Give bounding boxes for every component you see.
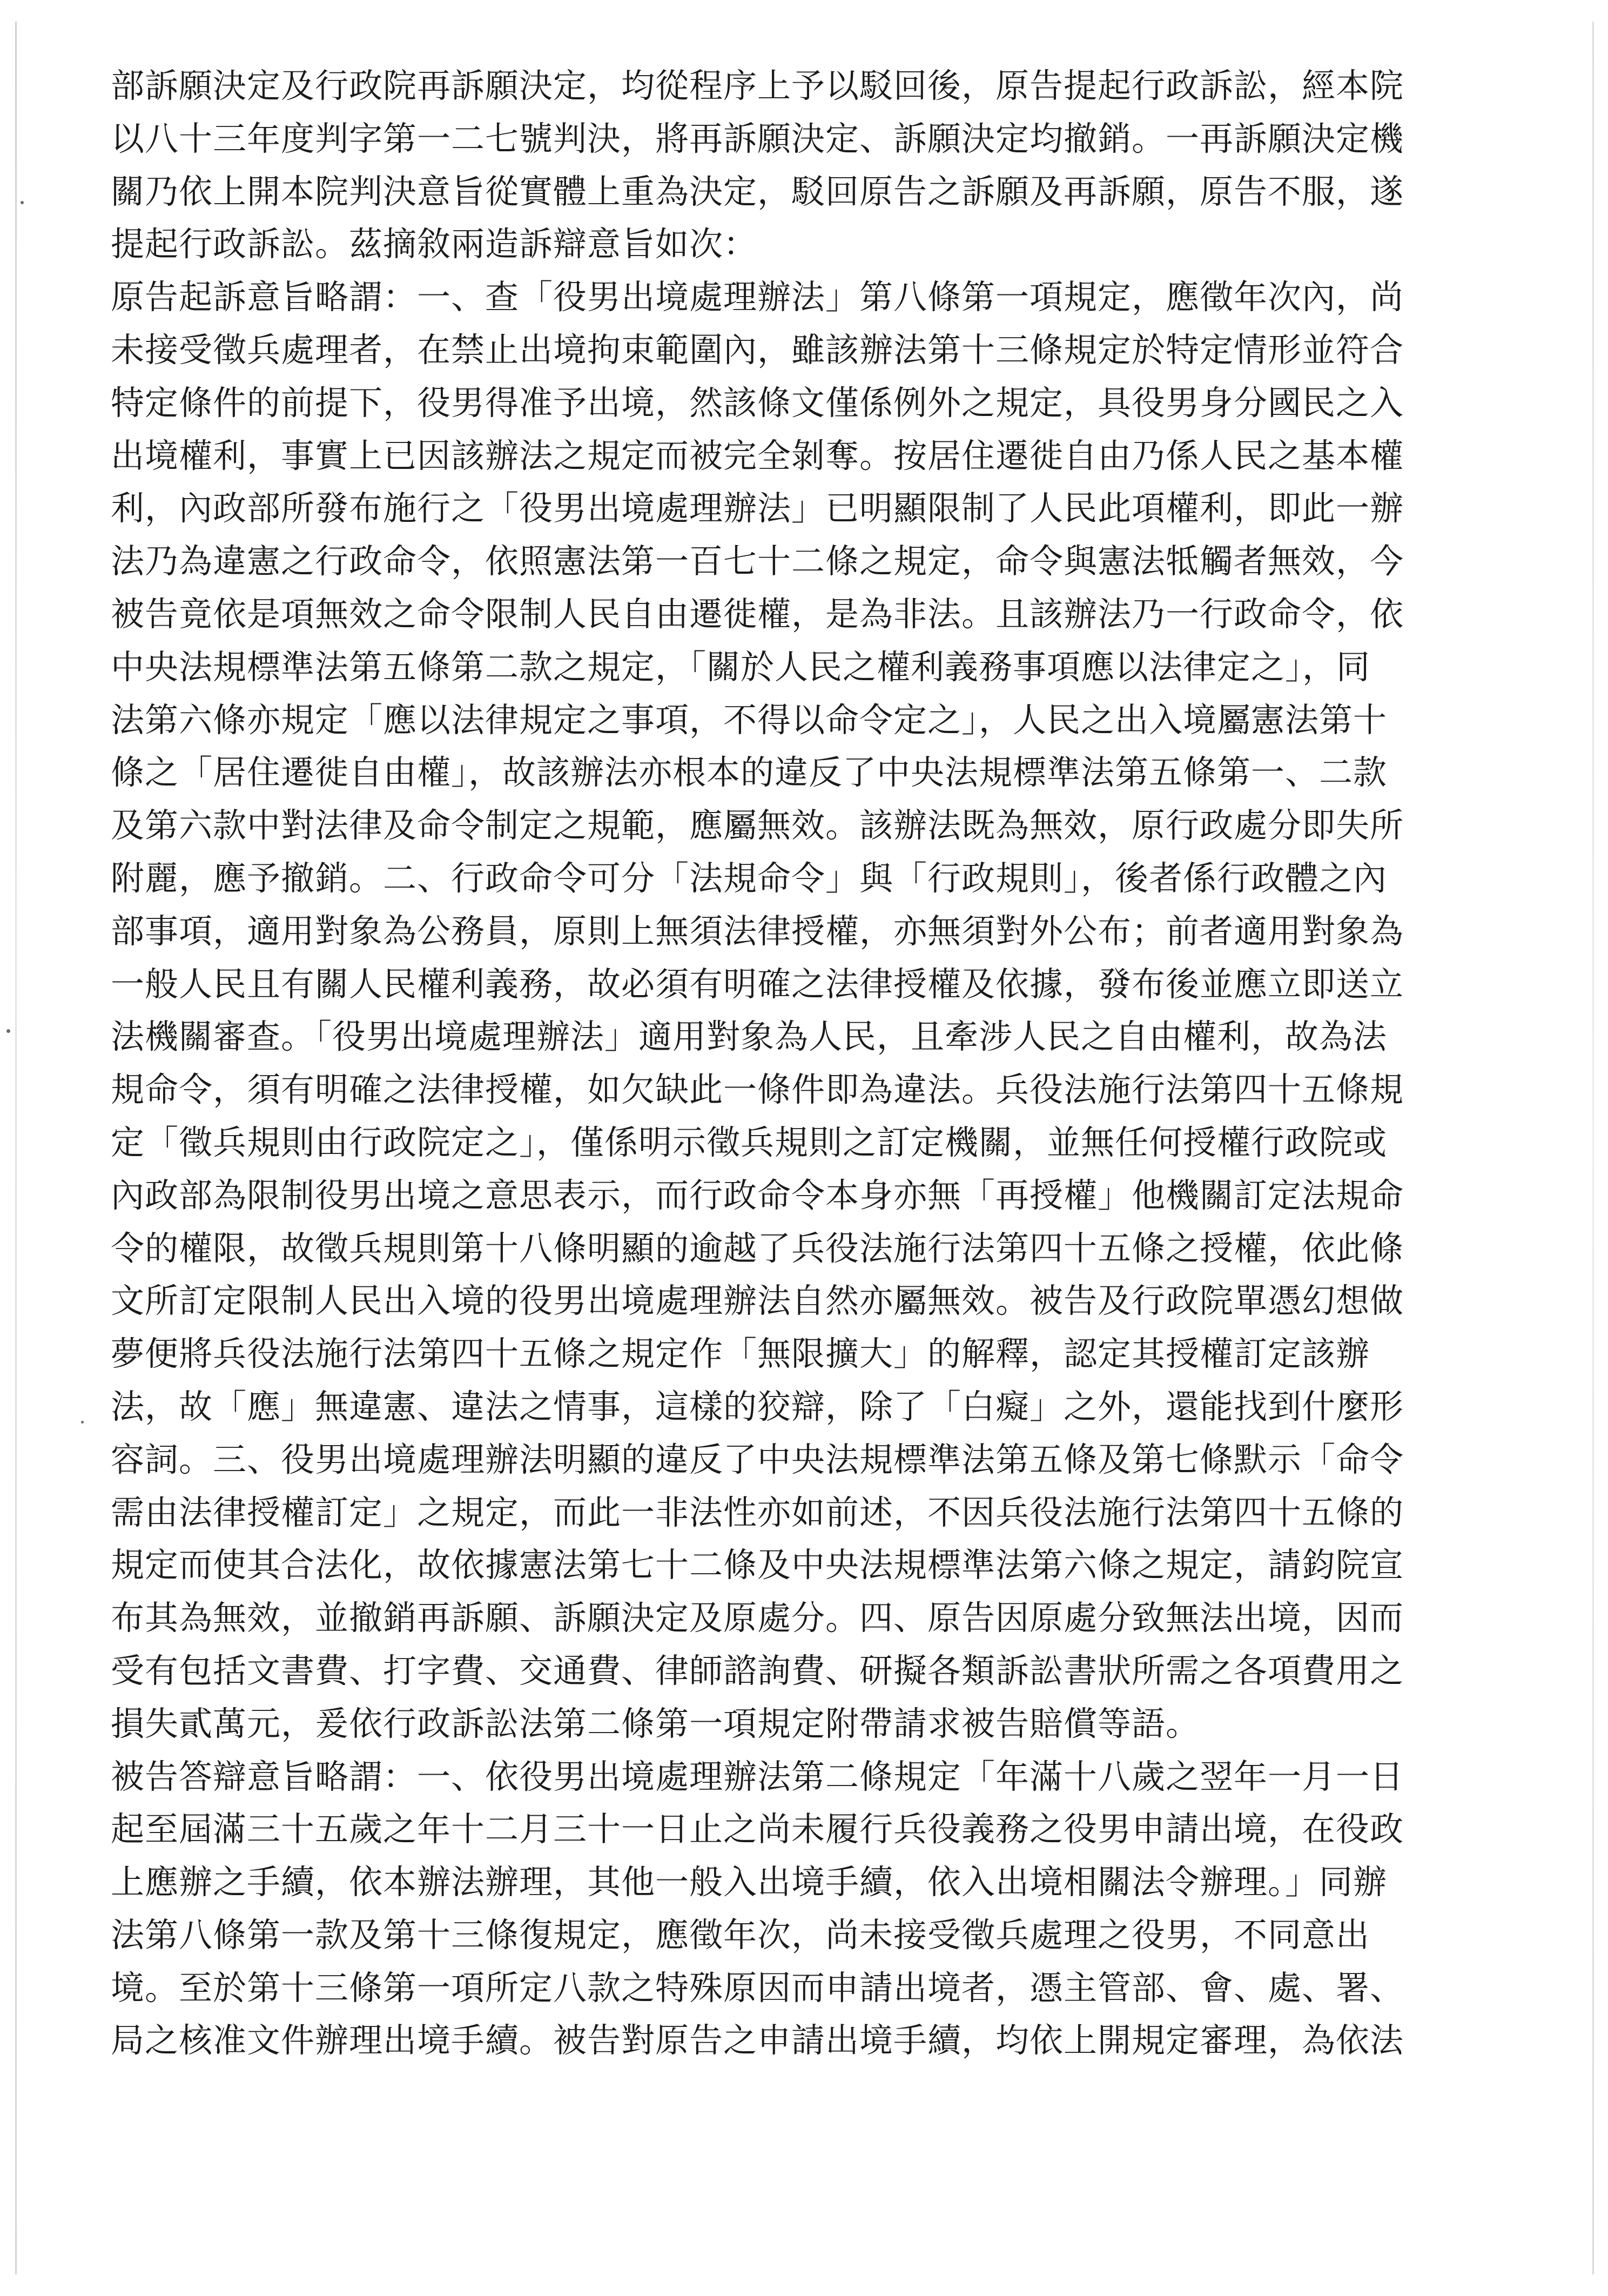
scan-right-edge xyxy=(1592,22,1594,2274)
text-line: 損失貳萬元，爰依行政訴訟法第二條第一項規定附帶請求被告賠償等語。 xyxy=(111,1703,1200,1743)
scan-speck xyxy=(6,1029,10,1033)
scan-speck xyxy=(21,201,24,204)
text-line: 夢便將兵役法施行法第四十五條之規定作「無限擴大」的解釋，認定其授權訂定該辦 xyxy=(111,1334,1370,1374)
text-line: 法乃為違憲之行政命令，依照憲法第一百七十二條之規定，命令與憲法牴觸者無效，今 xyxy=(111,541,1404,581)
text-line: 規命令，須有明確之法律授權，如欠缺此一條件即為違法。兵役法施行法第四十五條規 xyxy=(111,1070,1404,1110)
text-line: 及第六款中對法律及命令制定之規範，應屬無效。該辦法既為無效，原行政處分即失所 xyxy=(111,805,1404,845)
text-line: 規定而使其合法化，故依據憲法第七十二條及中央法規標準法第六條之規定，請鈞院宣 xyxy=(111,1545,1404,1585)
text-line: 法第六條亦規定「應以法律規定之事項，不得以命令定之」，人民之出入境屬憲法第十 xyxy=(111,700,1388,740)
text-line: 附麗，應予撤銷。二、行政命令可分「法規命令」與「行政規則」，後者係行政體之內 xyxy=(111,858,1388,898)
text-line: 關乃依上開本院判決意旨從實體上重為決定，駁回原告之訴願及再訴願，原告不服，遂 xyxy=(111,171,1404,211)
text-line: 上應辦之手續，依本辦法辦理，其他一般入出境手續，依入出境相關法令辦理。」同辦 xyxy=(111,1862,1388,1902)
text-line: 布其為無效，並撤銷再訴願、訴願決定及原處分。四、原告因原處分致無法出境，因而 xyxy=(111,1598,1404,1638)
text-line: 需由法律授權訂定」之規定，而此一非法性亦如前述，不因兵役法施行法第四十五條的 xyxy=(111,1492,1404,1532)
text-line: 利，內政部所發布施行之「役男出境處理辦法」已明顯限制了人民此項權利，即此一辦 xyxy=(111,488,1404,528)
text-line: 受有包括文書費、打字費、交通費、律師諮詢費、研擬各類訴訟書狀所需之各項費用之 xyxy=(111,1650,1404,1690)
text-line: 部事項，適用對象為公務員，原則上無須法律授權，亦無須對外公布；前者適用對象為 xyxy=(111,911,1404,951)
text-line: 局之核准文件辦理出境手續。被告對原告之申請出境手續，均依上開規定審理，為依法 xyxy=(111,2020,1404,2060)
text-line: 文所訂定限制人民出入境的役男出境處理辦法自然亦屬無效。被告及行政院單憑幻想做 xyxy=(111,1281,1404,1321)
text-line: 法第八條第一款及第十三條復規定，應徵年次，尚未接受徵兵處理之役男，不同意出 xyxy=(111,1915,1370,1955)
text-line: 法機關審查。「役男出境處理辦法」適用對象為人民，且牽涉人民之自由權利，故為法 xyxy=(111,1017,1388,1057)
text-line: 令的權限，故徵兵規則第十八條明顯的逾越了兵役法施行法第四十五條之授權，依此條 xyxy=(111,1228,1404,1268)
text-line: 出境權利，事實上已因該辦法之規定而被完全剝奪。按居住遷徙自由乃係人民之基本權 xyxy=(111,435,1404,475)
text-line: 未接受徵兵處理者，在禁止出境拘束範圍內，雖該辦法第十三條規定於特定情形並符合 xyxy=(111,330,1404,370)
document-body xyxy=(111,59,1499,2120)
text-line: 以八十三年度判字第一二七號判決，將再訴願決定、訴願決定均撤銷。一再訴願決定機 xyxy=(111,118,1404,158)
text-line: 被告答辯意旨略謂：一、依役男出境處理辦法第二條規定「年滿十八歲之翌年一月一日 xyxy=(111,1756,1404,1796)
text-line: 特定條件的前提下，役男得准予出境，然該條文僅係例外之規定，具役男身分國民之入 xyxy=(111,382,1404,422)
text-line: 起至屆滿三十五歲之年十二月三十一日止之尚未履行兵役義務之役男申請出境，在役政 xyxy=(111,1809,1404,1849)
text-line xyxy=(111,2067,1499,2120)
text-line: 法，故「應」無違憲、違法之情事，這樣的狡辯，除了「白癡」之外，還能找到什麼形 xyxy=(111,1386,1404,1426)
text-line: 定「徵兵規則由行政院定之」，僅係明示徵兵規則之訂定機關，並無任何授權行政院或 xyxy=(111,1122,1388,1162)
text-line: 提起行政訴訟。茲摘敘兩造訴辯意旨如次： xyxy=(111,224,758,264)
text-line: 一般人民且有關人民權利義務，故必須有明確之法律授權及依據，發布後並應立即送立 xyxy=(111,964,1404,1004)
text-line: 部訴願決定及行政院再訴願決定，均從程序上予以駁回後，原告提起行政訴訟，經本院 xyxy=(111,66,1404,105)
text-line: 容詞。三、役男出境處理辦法明顯的違反了中央法規標準法第五條及第七條默示「命令 xyxy=(111,1439,1404,1479)
text-line: 條之「居住遷徙自由權」，故該辦法亦根本的違反了中央法規標準法第五條第一、二款 xyxy=(111,753,1388,793)
scan-speck xyxy=(81,1421,84,1424)
text-line: 境。至於第十三條第一項所定八款之特殊原因而申請出境者，憑主管部、會、處、署、 xyxy=(111,1968,1404,2008)
scan-left-edge xyxy=(15,22,17,2274)
text-line: 內政部為限制役男出境之意思表示，而行政命令本身亦無「再授權」他機關訂定法規命 xyxy=(111,1175,1404,1215)
text-line: 原告起訴意旨略謂：一、查「役男出境處理辦法」第八條第一項規定，應徵年次內，尚 xyxy=(111,277,1404,317)
text-line: 中央法規標準法第五條第二款之規定，「關於人民之權利義務事項應以法律定之」，同 xyxy=(111,647,1371,687)
text-line: 被告竟依是項無效之命令限制人民自由遷徙權，是為非法。且該辦法乃一行政命令，依 xyxy=(111,594,1404,634)
